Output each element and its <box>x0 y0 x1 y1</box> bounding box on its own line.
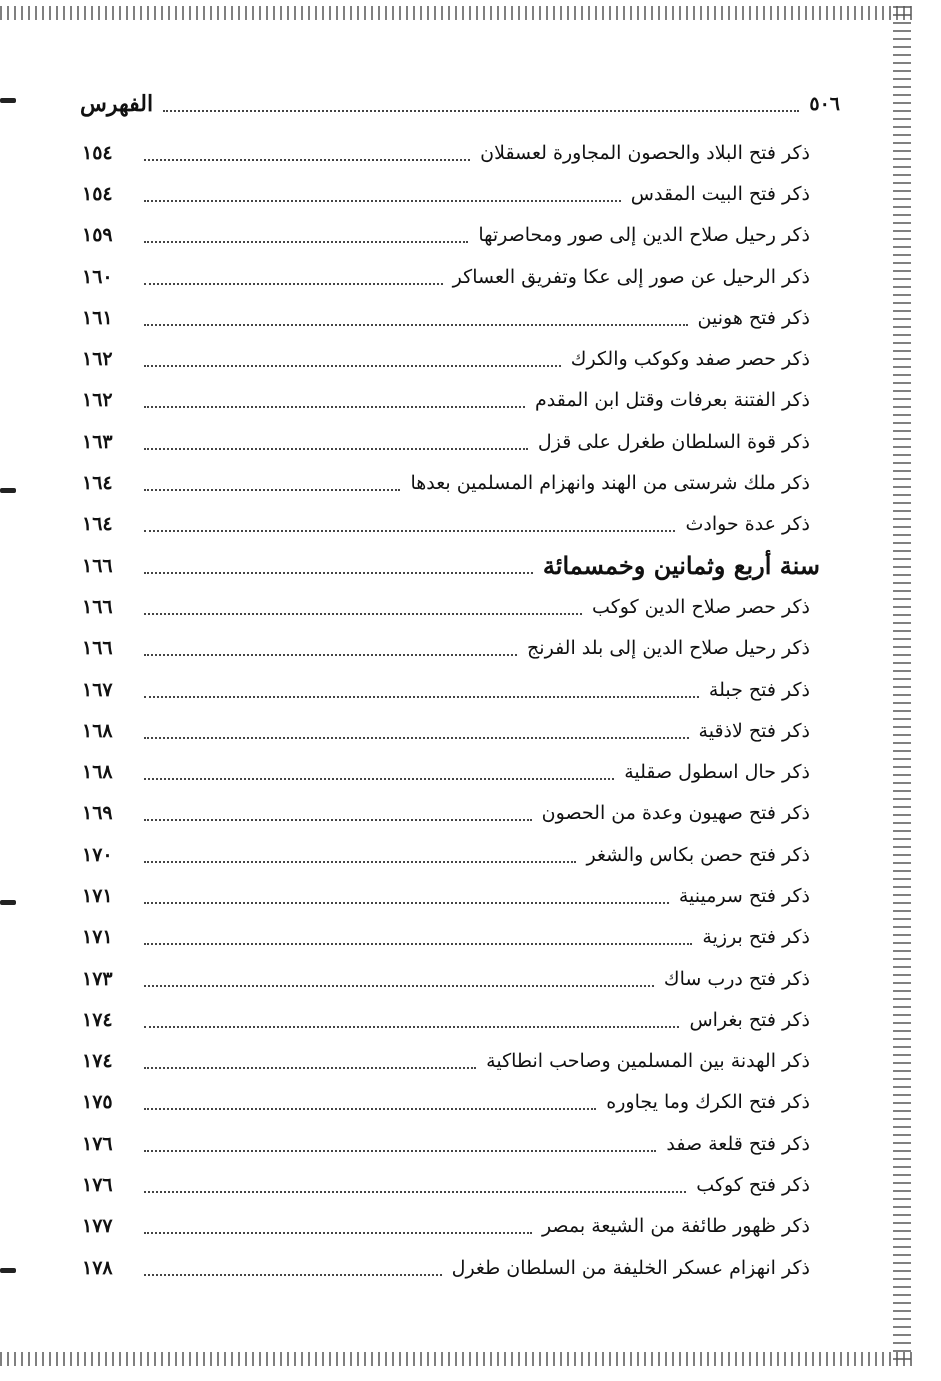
dot-leader <box>144 971 654 987</box>
index-entry <box>82 173 810 214</box>
dot-leader <box>144 847 576 863</box>
dot-leader <box>144 640 517 656</box>
edge-mark <box>0 900 16 905</box>
entry-title: ذكر فتح جبلة <box>708 678 810 701</box>
edge-mark <box>0 98 16 103</box>
index-entry <box>82 669 810 710</box>
entry-title: ذكر فتح برزية <box>702 926 810 949</box>
page-number: ٥٠٦ <box>809 93 840 115</box>
entry-title: ذكر الرحيل عن صور إلى عكا وتفريق العساكر <box>452 265 810 288</box>
running-head <box>80 86 840 122</box>
entry-page-number: ١٧٥ <box>82 1091 113 1114</box>
edge-mark <box>0 488 16 493</box>
dot-leader <box>144 599 582 615</box>
entry-page-number: ١٦٨ <box>82 719 113 742</box>
index-entry <box>82 215 810 256</box>
index-entry <box>82 1123 810 1164</box>
dot-leader <box>144 1053 476 1069</box>
dot-leader <box>144 682 699 698</box>
decorative-border-bottom <box>0 1352 915 1366</box>
index-entry <box>82 462 810 503</box>
entry-title: ذكر الهدنة بين المسلمين وصاحب انطاكية <box>486 1050 810 1073</box>
entry-title: سنة أربع وثمانين وخمسمائة <box>542 551 820 581</box>
entry-page-number: ١٦٦ <box>82 637 113 660</box>
index-title: الفهرس <box>80 91 154 117</box>
entry-title: ذكر عدة حوادث <box>685 513 810 536</box>
entry-title: ذكر فتح هونين <box>697 306 810 329</box>
index-entry <box>82 1206 810 1247</box>
index-entry <box>82 834 810 875</box>
dot-leader <box>163 96 799 112</box>
index-entry <box>82 504 810 545</box>
entry-title: ذكر الفتنة بعرفات وقتل ابن المقدم <box>534 389 810 412</box>
dot-leader <box>144 764 614 780</box>
entry-title: ذكر فتح بغراس <box>689 1008 810 1031</box>
dot-leader <box>144 516 675 532</box>
dot-leader <box>144 227 468 243</box>
entry-title: ذكر فتح سرمينية <box>678 884 810 907</box>
index-entry <box>82 875 810 916</box>
dot-leader <box>144 145 470 161</box>
index-entry <box>82 917 810 958</box>
entry-page-number: ١٧٠ <box>82 843 113 866</box>
dot-leader <box>144 310 688 326</box>
entry-title: ذكر حال اسطول صقلية <box>624 761 810 784</box>
dot-leader <box>144 888 669 904</box>
entry-page-number: ١٧٦ <box>82 1174 113 1197</box>
entry-title: ذكر فتح صهيون وعدة من الحصون <box>541 802 810 825</box>
entry-page-number: ١٥٩ <box>82 224 113 247</box>
dot-leader <box>144 1177 686 1193</box>
dot-leader <box>144 186 621 202</box>
entry-page-number: ١٦٠ <box>82 265 113 288</box>
entry-page-number: ١٦٩ <box>82 802 113 825</box>
entry-title: ذكر فتح حصن بكاس والشغر <box>586 843 810 866</box>
entry-title: ذكر فتح الكرك وما يجاوره <box>606 1091 810 1114</box>
entry-page-number: ١٦٨ <box>82 761 113 784</box>
index-entry <box>82 380 810 421</box>
index-entry <box>82 1247 810 1288</box>
entry-page-number: ١٥٤ <box>82 141 113 164</box>
entry-page-number: ١٧٧ <box>82 1215 113 1238</box>
entry-title: ذكر فتح درب ساك <box>663 967 810 990</box>
entry-page-number: ١٦١ <box>82 306 113 329</box>
entry-page-number: ١٧٤ <box>82 1008 113 1031</box>
decorative-border-top <box>0 6 915 20</box>
entry-page-number: ١٧٨ <box>82 1256 113 1279</box>
entry-page-number: ١٦٦ <box>82 554 113 577</box>
dot-leader <box>144 475 400 491</box>
entry-title: ذكر فتح كوكب <box>696 1174 810 1197</box>
entry-title: ذكر انهزام عسكر الخليفة من السلطان طغرل <box>451 1256 810 1279</box>
entry-page-number: ١٦٢ <box>82 348 113 371</box>
index-entry <box>82 793 810 834</box>
entry-page-number: ١٦٧ <box>82 678 113 701</box>
index-entry <box>82 338 810 379</box>
index-entry <box>82 132 810 173</box>
entry-page-number: ١٧٤ <box>82 1050 113 1073</box>
entry-page-number: ١٧١ <box>82 926 113 949</box>
entry-page-number: ١٧٣ <box>82 967 113 990</box>
index-entry <box>82 1082 810 1123</box>
entry-page-number: ١٦٤ <box>82 472 113 495</box>
entry-title: ذكر قوة السلطان طغرل على قزل <box>537 430 810 453</box>
dot-leader <box>144 805 532 821</box>
entry-page-number: ١٦٤ <box>82 513 113 536</box>
entry-title: ذكر فتح قلعة صفد <box>666 1132 810 1155</box>
dot-leader <box>144 1260 442 1276</box>
entry-page-number: ١٦٣ <box>82 430 113 453</box>
entry-page-number: ١٦٢ <box>82 389 113 412</box>
entry-title: ذكر حصر صفد وكوكب والكرك <box>570 348 810 371</box>
entry-title: ذكر رحيل صلاح الدين إلى بلد الفرنج <box>527 637 810 660</box>
index-entry <box>82 628 810 669</box>
edge-mark <box>0 1268 16 1273</box>
dot-leader <box>144 1012 679 1028</box>
dot-leader <box>144 1218 532 1234</box>
entry-title: ذكر ظهور طائفة من الشيعة بمصر <box>541 1215 810 1238</box>
index-entry <box>82 958 810 999</box>
entry-page-number: ١٧١ <box>82 884 113 907</box>
index-list <box>82 132 820 1288</box>
index-entry <box>82 999 810 1040</box>
entry-title: ذكر فتح البلاد والحصون المجاورة لعسقلان <box>480 141 810 164</box>
section-heading <box>82 545 820 586</box>
entry-page-number: ١٧٦ <box>82 1132 113 1155</box>
dot-leader <box>144 269 443 285</box>
dot-leader <box>144 351 561 367</box>
dot-leader <box>144 723 689 739</box>
dot-leader <box>144 558 533 574</box>
index-entry <box>82 1164 810 1205</box>
dot-leader <box>144 1094 596 1110</box>
dot-leader <box>144 392 525 408</box>
index-entry <box>82 297 810 338</box>
decorative-border-right <box>893 6 911 1366</box>
entry-page-number: ١٥٤ <box>82 182 113 205</box>
index-entry <box>82 751 810 792</box>
index-entry <box>82 256 810 297</box>
dot-leader <box>144 1136 656 1152</box>
entry-title: ذكر فتح البيت المقدس <box>630 182 810 205</box>
dot-leader <box>144 929 692 945</box>
entry-title: ذكر رحيل صلاح الدين إلى صور ومحاصرتها <box>478 224 810 247</box>
index-entry <box>82 586 810 627</box>
index-entry <box>82 421 810 462</box>
entry-title: ذكر حصر صلاح الدين كوكب <box>592 595 810 618</box>
dot-leader <box>144 434 528 450</box>
entry-title: ذكر ملك شرستى من الهند وانهزام المسلمين بعدها <box>410 472 810 495</box>
entry-page-number: ١٦٦ <box>82 595 113 618</box>
index-entry <box>82 710 810 751</box>
index-entry <box>82 1041 810 1082</box>
entry-title: ذكر فتح لاذقية <box>698 719 810 742</box>
